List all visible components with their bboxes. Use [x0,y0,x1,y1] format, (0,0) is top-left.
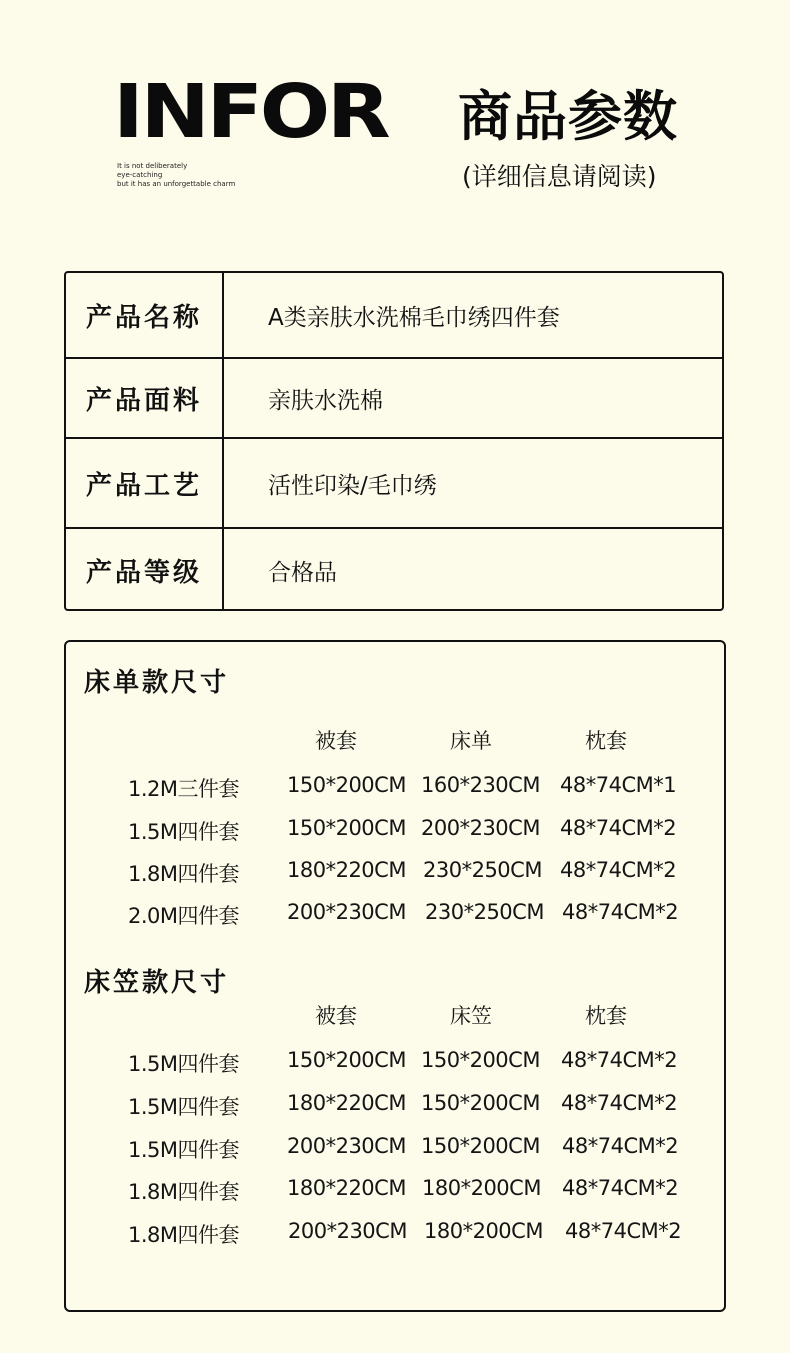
duvet-size: 180*220CM [287,858,406,882]
size-label: 1.2M三件套 [128,777,240,801]
pillowcase-size: 48*74CM*2 [561,1048,678,1072]
fitted-sheet-size: 150*200CM [421,1048,540,1072]
sheet-size: 230*250CM [423,858,542,882]
column-header-sheet: 床单 [450,729,492,753]
info-label: 产品等级 [86,557,203,588]
info-row-grade [66,529,722,611]
column-header-duvet: 被套 [315,729,357,753]
info-label: 产品面料 [86,385,203,416]
fitted-section-title: 床笠款尺寸 [84,968,230,998]
info-value: 活性印染/毛巾绣 [268,472,437,499]
size-label: 1.8M四件套 [128,1223,240,1247]
column-header-duvet: 被套 [315,1004,357,1028]
pillowcase-size: 48*74CM*1 [560,773,677,797]
pillowcase-size: 48*74CM*2 [562,900,679,924]
duvet-size: 150*200CM [287,773,406,797]
info-row-craft [66,439,722,529]
tagline-line: but it has an unforgettable charm [117,180,236,188]
product-info-table [64,271,724,611]
info-row-name [66,273,722,359]
sheet-size: 160*230CM [421,773,540,797]
column-divider [222,529,224,611]
column-header-pillowcase: 枕套 [585,729,627,753]
fitted-sheet-size: 150*200CM [421,1134,540,1158]
info-label: 产品名称 [86,302,203,333]
pillowcase-size: 48*74CM*2 [565,1219,682,1243]
duvet-size: 200*230CM [287,1134,406,1158]
pillowcase-size: 48*74CM*2 [560,816,677,840]
info-value: A类亲肤水洗棉毛巾绣四件套 [268,304,560,331]
duvet-size: 200*230CM [288,1219,407,1243]
size-label: 1.5M四件套 [128,1138,240,1162]
column-divider [222,273,224,357]
brand-tagline [117,162,235,189]
duvet-size: 150*200CM [287,816,406,840]
info-label: 产品工艺 [86,470,203,501]
fitted-sheet-size: 180*200CM [424,1219,543,1243]
size-label: 1.5M四件套 [128,1095,240,1119]
column-header-pillowcase: 枕套 [585,1004,627,1028]
size-label: 2.0M四件套 [128,904,240,928]
column-divider [222,359,224,437]
pillowcase-size: 48*74CM*2 [562,1176,679,1200]
duvet-size: 150*200CM [287,1048,406,1072]
size-label: 1.8M四件套 [128,1180,240,1204]
tagline-line: It is not deliberately [117,162,188,170]
size-label: 1.5M四件套 [128,1052,240,1076]
size-chart-box [64,640,726,1312]
fitted-sheet-size: 180*200CM [422,1176,541,1200]
tagline-line: eye-catching [117,171,163,179]
size-label: 1.8M四件套 [128,862,240,886]
sheet-section-title: 床单款尺寸 [84,668,230,698]
fitted-sheet-size: 150*200CM [421,1091,540,1115]
page-title: 商品参数 [458,85,678,148]
duvet-size: 200*230CM [287,900,406,924]
brand-logo: INFOR [113,69,388,155]
duvet-size: 180*220CM [287,1176,406,1200]
pillowcase-size: 48*74CM*2 [560,858,677,882]
sheet-size: 230*250CM [425,900,544,924]
info-row-fabric [66,359,722,439]
column-header-fitted-sheet: 床笠 [450,1004,492,1028]
size-label: 1.5M四件套 [128,820,240,844]
page-subtitle: (详细信息请阅读) [462,162,657,191]
pillowcase-size: 48*74CM*2 [561,1091,678,1115]
sheet-size: 200*230CM [421,816,540,840]
info-value: 亲肤水洗棉 [268,387,383,414]
duvet-size: 180*220CM [287,1091,406,1115]
info-value: 合格品 [268,559,337,586]
column-divider [222,439,224,527]
pillowcase-size: 48*74CM*2 [562,1134,679,1158]
